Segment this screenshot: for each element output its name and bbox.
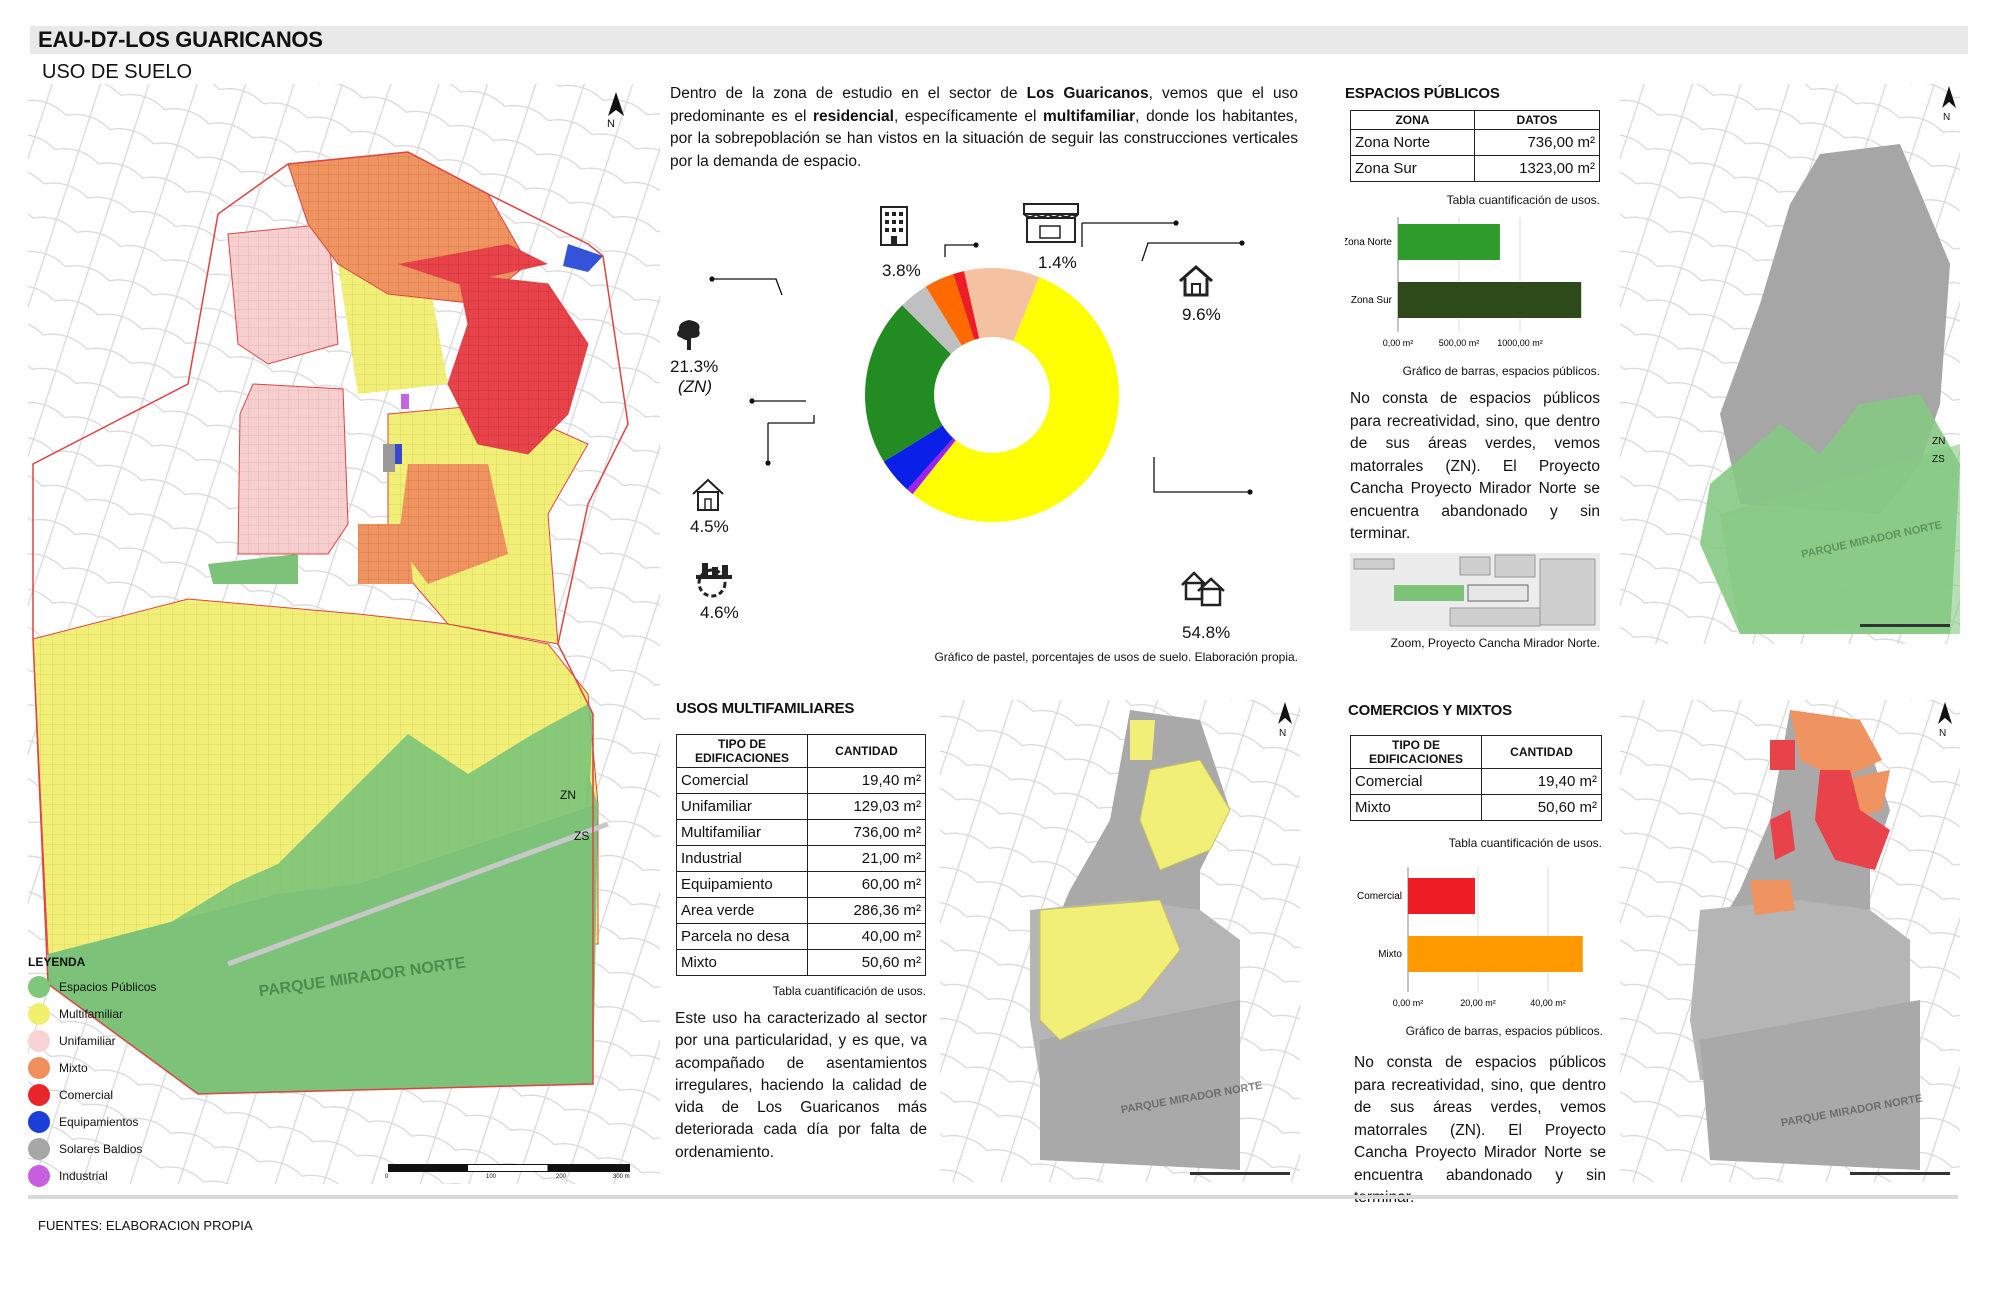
table-cell: 40,00 m²: [808, 924, 926, 950]
table-row: Mixto 50,60 m²: [1351, 795, 1602, 821]
table-row: Zona Sur 1323,00 m²: [1351, 156, 1600, 182]
table-row: Comercial 19,40 m²: [1351, 769, 1602, 795]
scale-bar: [388, 1164, 630, 1172]
legend-label: Solares Baldios: [59, 1141, 143, 1156]
table-cell: 21,00 m²: [808, 846, 926, 872]
label-area-verde-note: (ZN): [678, 377, 712, 396]
legend-item: [28, 1027, 208, 1054]
tick-label: 0,00 m²: [1382, 338, 1414, 348]
leader-dot: [765, 460, 770, 465]
leader-dot: [1173, 220, 1178, 225]
table-row: [677, 794, 926, 820]
comercios-table: TIPO DE EDIFICACIONES CANTIDAD Comercial 19,40 m² Mixto 50,60 m²: [1350, 735, 1602, 821]
table-row: [677, 820, 926, 846]
table-cell: Equipamiento: [677, 872, 808, 898]
espacios-title: ESPACIOS PÚBLICOS: [1345, 85, 1500, 102]
table-cell: 286,36 m²: [808, 898, 926, 924]
espacios-table-caption: Tabla cuantificación de usos.: [1446, 193, 1600, 207]
table-cell: 60,00 m²: [808, 872, 926, 898]
table-cell: 50,60 m²: [808, 950, 926, 976]
zn-label: ZN: [560, 788, 576, 802]
table-cell: Mixto: [677, 950, 808, 976]
legend-item: [28, 1162, 208, 1189]
comercios-map: N PARQUE MIRADOR NORTE: [1620, 700, 1960, 1182]
house-icon: [1176, 263, 1216, 304]
leader-dot: [1239, 240, 1244, 245]
factory-icon: [692, 557, 736, 604]
legend: [28, 955, 208, 1189]
legend-item: [28, 1081, 208, 1108]
table-row: Zona Norte 736,00 m²: [1351, 130, 1600, 156]
category-label: Comercial: [1356, 891, 1402, 902]
label-mixto: 3.8%: [882, 261, 921, 280]
tick-label: 500,00 m²: [1438, 338, 1480, 348]
building-icon: [877, 203, 911, 252]
legend-swatch: [28, 1084, 50, 1106]
multi-text: Este uso ha caracterizado al sector por una particularidad, y es que, va acompañado de asentamientos irregulares, haciendo la calidad de vida de Los Guaricanos más deteriorada cada día por falta de ordenamiento.: [675, 1010, 927, 1161]
bar: [1398, 224, 1500, 260]
comercios-text: No consta de espacios públicos para recreatividad, sino, que dentro de sus áreas verdes, vemos matorrales (ZN). El Proyecto Cancha Proyecto Mirador Norte se encuentra abandonado y sin: [1354, 1054, 1606, 1184]
legend-swatch: [28, 1003, 50, 1025]
legend-swatch: [28, 1030, 50, 1052]
multi-table-wrap: [676, 734, 926, 976]
table-cell: Unifamiliar: [677, 794, 808, 820]
tick-label: 40,00 m²: [1530, 998, 1566, 1008]
label-multifamiliar: 54.8%: [1182, 623, 1231, 642]
table-row: [677, 846, 926, 872]
category-label: Zona Norte: [1345, 237, 1392, 248]
park-label: PARQUE MIRADOR NORTE: [1780, 1092, 1924, 1130]
multi-table: TIPO DE EDIFICACIONES CANTIDAD Comercial 19,40 m² Unifamiliar 129,03 m² Multifamiliar 736,00 m² Industrial 21,00 m² Equipamiento 60,00 m² Area verde 286,36 m² Parcela no desa 40,00 m² Mixto 50,60 m²: [676, 734, 926, 976]
comercios-title: COMERCIOS Y MIXTOS: [1348, 702, 1512, 719]
legend-swatch: [28, 1057, 50, 1079]
page-subtitle: USO DE SUELO: [42, 61, 193, 83]
houses-icon: [1180, 567, 1226, 612]
north-label: N: [607, 118, 615, 130]
comercios-table-wrap: [1350, 735, 1602, 821]
comercios-bar-caption: Gráfico de barras, espacios públicos.: [1405, 1024, 1603, 1038]
legend-label: Comercial: [59, 1087, 114, 1102]
leader-dot: [709, 276, 714, 281]
table-cell: Comercial: [677, 768, 808, 794]
leader-line: [712, 279, 782, 295]
footer-sources: FUENTES: ELABORACION PROPIA: [38, 1218, 253, 1233]
zoom-caption: Zoom, Proyecto Cancha Mirador Norte.: [1390, 636, 1600, 650]
label-comercial: 1.4%: [1038, 253, 1077, 272]
leader-line: [945, 245, 976, 257]
category-label: Zona Sur: [1350, 295, 1392, 306]
table-row: [677, 898, 926, 924]
tree-icon: [674, 318, 704, 357]
table-cell: Multifamiliar: [677, 820, 808, 846]
park-label: PARQUE MIRADOR NORTE: [1120, 1079, 1264, 1117]
legend-label: Equipamientos: [59, 1114, 139, 1129]
small-house-icon: [690, 477, 726, 518]
legend-swatch: [28, 1165, 50, 1187]
table-row: [677, 950, 926, 976]
comercios-table-caption: Tabla cuantificación de usos.: [1448, 836, 1602, 850]
bar: [1408, 878, 1475, 914]
table-cell: Area verde: [677, 898, 808, 924]
park-label: PARQUE MIRADOR NORTE: [257, 954, 467, 1001]
legend-item: [28, 1000, 208, 1027]
tick-label: 0,00 m²: [1392, 998, 1424, 1008]
zs-label: ZS: [574, 829, 590, 843]
land-use-donut-chart: [670, 195, 1300, 665]
legend-swatch: [28, 1138, 50, 1160]
page-title: EAU-D7-LOS GUARICANOS: [38, 27, 323, 52]
legend-swatch: [28, 1111, 50, 1133]
scale-bar: [1190, 1172, 1290, 1175]
leader-dot: [749, 398, 754, 403]
legend-title: LEYENDA: [28, 955, 86, 969]
table-row: [677, 924, 926, 950]
espacios-bar-chart: [1345, 212, 1605, 357]
leader-dot: [973, 242, 978, 247]
table-row: [677, 768, 926, 794]
legend-label: Industrial: [59, 1168, 108, 1183]
bar: [1408, 936, 1583, 972]
table-cell: 129,03 m²: [808, 794, 926, 820]
legend-item: [28, 1054, 208, 1081]
intro-text: Dentro de la zona de estudio en el sector de Los Guaricanos, vemos que el uso predominante es el residencial, específicamente el multifamiliar, donde los habitantes, por la sobrepoblación se han vistos en la situación de seguir las construcciones verticales por la demanda de espacio.: [670, 85, 1298, 170]
espacios-text: No consta de espacios públicos para recreatividad, sino, que dentro de sus áreas verdes, vemos matorrales (ZN). El Proyecto Cancha Proyecto Mirador Norte se encuentra abandonado y sin terminar.: [1350, 390, 1600, 542]
legend-label: Unifamiliar: [59, 1033, 116, 1048]
espacios-table: ZONA DATOS Zona Norte 736,00 m² Zona Sur 1323,00 m²: [1350, 110, 1600, 182]
park-label: PARQUE MIRADOR NORTE: [1800, 519, 1944, 561]
table-cell: Parcela no desa: [677, 924, 808, 950]
espacios-table-wrap: [1350, 110, 1600, 182]
scale-bar: [1860, 624, 1950, 627]
label-equipamiento: 4.6%: [700, 603, 739, 622]
tick-label: 1000,00 m²: [1497, 338, 1543, 348]
leader-dot: [1247, 489, 1252, 494]
legend-label: Mixto: [59, 1060, 88, 1075]
espacios-bar-caption: Gráfico de barras, espacios públicos.: [1402, 364, 1600, 378]
store-icon: [1020, 200, 1082, 251]
multifamiliar-map: N PARQUE MIRADOR NORTE: [940, 700, 1300, 1182]
table-cell: Industrial: [677, 846, 808, 872]
bottom-rule: [28, 1195, 1958, 1199]
table-cell: 736,00 m²: [808, 820, 926, 846]
leader-line: [1142, 243, 1242, 261]
table-cell: 19,40 m²: [808, 768, 926, 794]
table-row: [677, 872, 926, 898]
tick-label: 20,00 m²: [1460, 998, 1496, 1008]
leader-line: [1154, 457, 1250, 492]
scale-bar: [1850, 1172, 1950, 1175]
main-land-use-map: N PARQUE MIRADOR NORTE ZN ZS 0 100 200 300 m: [28, 84, 660, 1184]
legend-item: [28, 1135, 208, 1162]
category-label: Mixto: [1378, 949, 1402, 960]
leader-line: [768, 415, 814, 423]
multi-title: USOS MULTIFAMILIARES: [676, 700, 855, 717]
legend-label: Multifamiliar: [59, 1006, 124, 1021]
multi-table-caption: Tabla cuantificación de usos.: [772, 984, 926, 998]
legend-label: Espacios Públicos: [59, 979, 157, 994]
zoom-map-image: [1350, 553, 1600, 631]
legend-swatch: [28, 976, 50, 998]
bar: [1398, 282, 1581, 318]
espacios-map: N ZN ZS PARQUE MIRADOR NORTE: [1620, 84, 1960, 644]
donut-caption: Gráfico de pastel, porcentajes de usos de suelo. Elaboración propia.: [934, 650, 1298, 664]
comercios-bar-chart: [1348, 862, 1608, 1017]
label-area-verde: 21.3%: [670, 357, 719, 376]
label-unifamiliar: 9.6%: [1182, 305, 1221, 324]
legend-item: [28, 1108, 208, 1135]
legend-item: [28, 973, 208, 1000]
label-small-house: 4.5%: [690, 517, 729, 536]
